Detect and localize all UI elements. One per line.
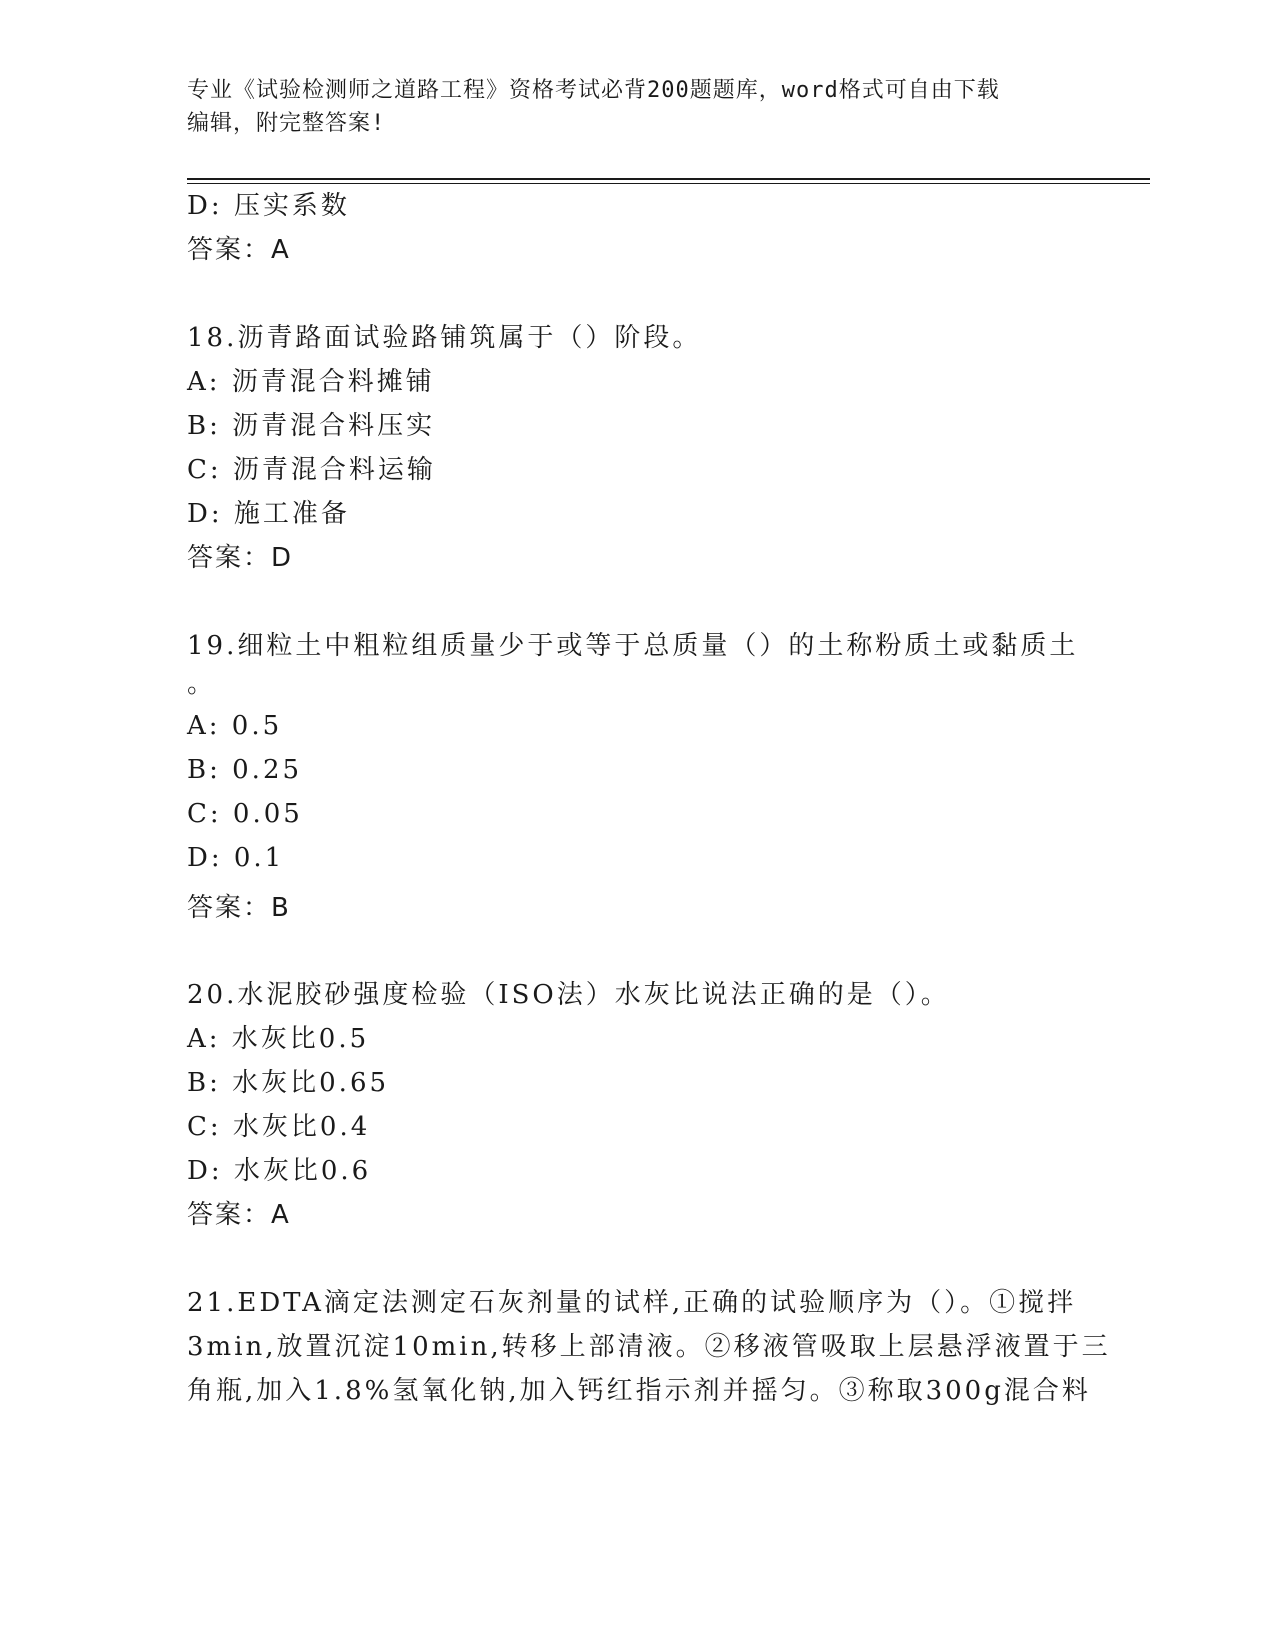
header-divider-thin [187,183,1150,184]
q20-stem: 20.水泥胶砂强度检验（ISO法）水灰比说法正确的是（）。 [187,980,950,1010]
q18-option-b: B: 沥青混合料压实 [187,411,436,441]
q20-option-c: C: 水灰比0.4 [187,1112,371,1142]
q18-option-a: A: 沥青混合料摊铺 [187,367,435,397]
q18-option-d: D: 施工准备 [187,499,350,529]
q20-answer: 答案：A [187,1200,291,1230]
q19-answer: 答案：B [187,893,291,923]
q17-option-d: D: 压实系数 [187,191,350,221]
q19-stem-line2: 。 [187,669,217,699]
q19-stem-line1: 19.细粒土中粗粒组质量少于或等于总质量（）的土称粉质土或黏质土 [187,631,1079,661]
q20-option-b: B: 水灰比0.65 [187,1068,390,1098]
q21-stem-line2: 3min,放置沉淀10min,转移上部清液。②移液管吸取上层悬浮液置于三 [187,1332,1111,1362]
q19-option-a: A: 0.5 [187,711,283,741]
q20-option-d: D: 水灰比0.6 [187,1156,372,1186]
document-header [187,74,1087,140]
q20-option-a: A: 水灰比0.5 [187,1024,370,1054]
q21-stem-line3: 角瓶,加入1.8%氢氧化钠,加入钙红指示剂并摇匀。③称取300g混合料 [187,1376,1091,1406]
q18-answer: 答案：D [187,543,294,573]
header-title-line1: 专业《试验检测师之道路工程》资格考试必背200题题库，word格式可自由下载 [187,78,1000,103]
q19-option-d: D: 0.1 [187,843,285,873]
q18-option-c: C: 沥青混合料运输 [187,455,436,485]
header-title-line2: 编辑，附完整答案! [187,111,386,136]
q17-answer: 答案：A [187,235,291,265]
q18-stem: 18.沥青路面试验路铺筑属于（）阶段。 [187,323,702,353]
q19-option-b: B: 0.25 [187,755,303,785]
q19-option-c: C: 0.05 [187,799,303,829]
q21-stem-line1: 21.EDTA滴定法测定石灰剂量的试样,正确的试验顺序为（）。①搅拌 [187,1288,1077,1318]
header-divider-thick [187,178,1150,180]
